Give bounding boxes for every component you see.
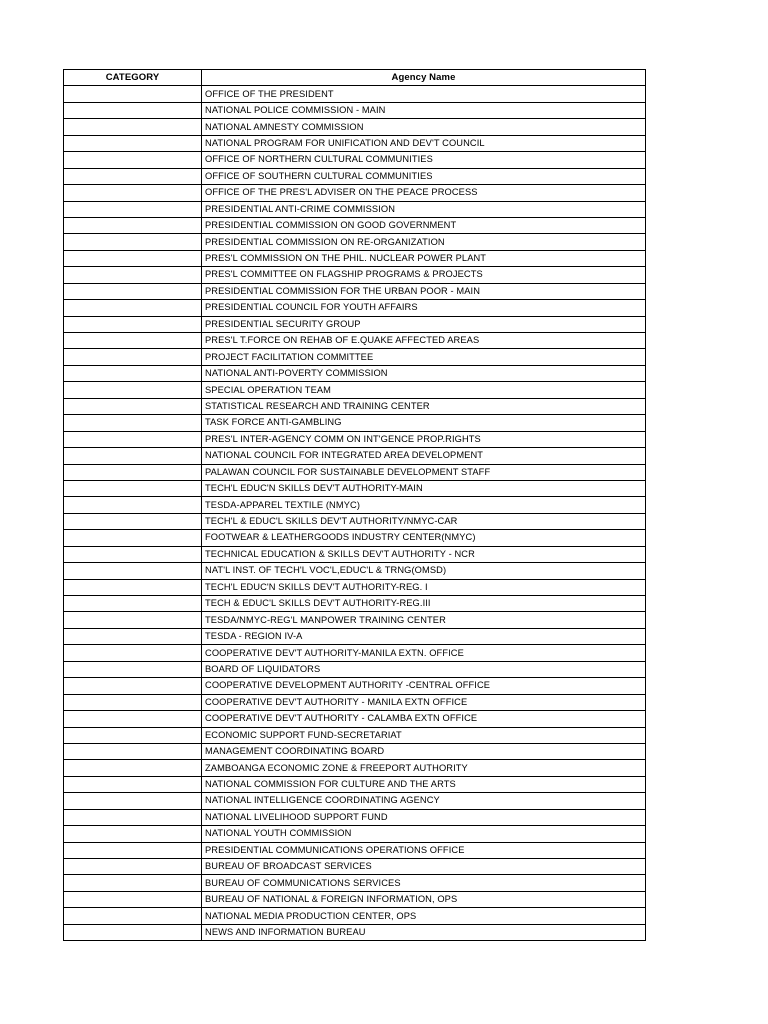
category-cell	[64, 316, 202, 332]
table-row	[64, 119, 646, 135]
category-cell	[64, 776, 202, 792]
agency-name-cell: TECH & EDUC'L SKILLS DEV'T AUTHORITY-REG.III	[202, 596, 646, 612]
table-row	[64, 793, 646, 809]
agency-name-cell: PRESIDENTIAL COMMUNICATIONS OPERATIONS OFFICE	[202, 842, 646, 858]
table-row	[64, 316, 646, 332]
agency-name-cell: SPECIAL OPERATION TEAM	[202, 382, 646, 398]
table-row	[64, 875, 646, 891]
category-column-header: CATEGORY	[64, 70, 202, 86]
category-cell	[64, 563, 202, 579]
category-cell	[64, 448, 202, 464]
category-cell	[64, 859, 202, 875]
table-row	[64, 382, 646, 398]
table-row	[64, 333, 646, 349]
table-row	[64, 497, 646, 513]
agency-name-cell: BUREAU OF NATIONAL & FOREIGN INFORMATION, OPS	[202, 891, 646, 907]
category-cell	[64, 612, 202, 628]
agency-name-cell: PRES'L INTER-AGENCY COMM ON INT'GENCE PROP.RIGHTS	[202, 431, 646, 447]
category-cell	[64, 727, 202, 743]
category-cell	[64, 168, 202, 184]
agency-table-container	[63, 69, 645, 941]
category-cell	[64, 760, 202, 776]
table-row	[64, 480, 646, 496]
agency-name-cell: COOPERATIVE DEVELOPMENT AUTHORITY -CENTRAL OFFICE	[202, 678, 646, 694]
agency-name-cell: PROJECT FACILITATION COMMITTEE	[202, 349, 646, 365]
category-cell	[64, 579, 202, 595]
agency-name-cell: BOARD OF LIQUIDATORS	[202, 661, 646, 677]
table-row	[64, 185, 646, 201]
agency-name-cell: NAT'L INST. OF TECH'L VOC'L,EDUC'L & TRNG(OMSD)	[202, 563, 646, 579]
agency-name-cell: PRES'L T.FORCE ON REHAB OF E.QUAKE AFFECTED AREAS	[202, 333, 646, 349]
category-cell	[64, 431, 202, 447]
category-cell	[64, 908, 202, 924]
agency-name-cell: COOPERATIVE DEV'T AUTHORITY - CALAMBA EXTN OFFICE	[202, 711, 646, 727]
agency-name-cell: TECH'L EDUC'N SKILLS DEV'T AUTHORITY-MAIN	[202, 480, 646, 496]
category-cell	[64, 415, 202, 431]
category-cell	[64, 267, 202, 283]
table-row	[64, 859, 646, 875]
table-row	[64, 563, 646, 579]
category-cell	[64, 86, 202, 102]
category-cell	[64, 711, 202, 727]
table-row	[64, 448, 646, 464]
category-cell	[64, 924, 202, 940]
table-row	[64, 908, 646, 924]
category-cell	[64, 793, 202, 809]
table-row	[64, 826, 646, 842]
agency-name-cell: ECONOMIC SUPPORT FUND-SECRETARIAT	[202, 727, 646, 743]
agency-name-cell: NATIONAL MEDIA PRODUCTION CENTER, OPS	[202, 908, 646, 924]
agency-name-cell: NATIONAL LIVELIHOOD SUPPORT FUND	[202, 809, 646, 825]
table-row	[64, 711, 646, 727]
category-cell	[64, 497, 202, 513]
table-row	[64, 760, 646, 776]
agency-name-cell: OFFICE OF THE PRESIDENT	[202, 86, 646, 102]
category-cell	[64, 234, 202, 250]
agency-name-cell: MANAGEMENT COORDINATING BOARD	[202, 743, 646, 759]
table-row	[64, 102, 646, 118]
table-row	[64, 727, 646, 743]
agency-name-cell: TASK FORCE ANTI-GAMBLING	[202, 415, 646, 431]
table-row	[64, 513, 646, 529]
category-cell	[64, 513, 202, 529]
agency-name-cell: FOOTWEAR & LEATHERGOODS INDUSTRY CENTER(NMYC)	[202, 530, 646, 546]
category-cell	[64, 826, 202, 842]
table-row	[64, 135, 646, 151]
agency-name-column-header: Agency Name	[202, 70, 646, 86]
agency-name-cell: NATIONAL ANTI-POVERTY COMMISSION	[202, 365, 646, 381]
agency-name-cell: NATIONAL AMNESTY COMMISSION	[202, 119, 646, 135]
agency-name-cell: PRESIDENTIAL SECURITY GROUP	[202, 316, 646, 332]
category-cell	[64, 809, 202, 825]
category-cell	[64, 842, 202, 858]
table-header-row	[64, 70, 646, 86]
category-cell	[64, 185, 202, 201]
agency-name-cell: NATIONAL COMMISSION FOR CULTURE AND THE ARTS	[202, 776, 646, 792]
category-cell	[64, 365, 202, 381]
agency-name-cell: OFFICE OF NORTHERN CULTURAL COMMUNITIES	[202, 152, 646, 168]
agency-name-cell: ZAMBOANGA ECONOMIC ZONE & FREEPORT AUTHORITY	[202, 760, 646, 776]
agency-name-cell: PRES'L COMMITTEE ON FLAGSHIP PROGRAMS & PROJECTS	[202, 267, 646, 283]
agency-name-cell: NEWS AND INFORMATION BUREAU	[202, 924, 646, 940]
agency-name-cell: PRESIDENTIAL COMMISSION FOR THE URBAN POOR - MAIN	[202, 283, 646, 299]
category-cell	[64, 596, 202, 612]
category-cell	[64, 382, 202, 398]
table-row	[64, 628, 646, 644]
agency-name-cell: PRESIDENTIAL ANTI-CRIME COMMISSION	[202, 201, 646, 217]
table-row	[64, 349, 646, 365]
agency-table	[63, 69, 646, 941]
category-cell	[64, 480, 202, 496]
agency-name-cell: PALAWAN COUNCIL FOR SUSTAINABLE DEVELOPMENT STAFF	[202, 464, 646, 480]
agency-name-cell: PRES'L COMMISSION ON THE PHIL. NUCLEAR POWER PLANT	[202, 250, 646, 266]
table-row	[64, 612, 646, 628]
table-row	[64, 579, 646, 595]
category-cell	[64, 398, 202, 414]
table-row	[64, 776, 646, 792]
category-cell	[64, 119, 202, 135]
table-row	[64, 661, 646, 677]
category-cell	[64, 250, 202, 266]
table-row	[64, 645, 646, 661]
table-row	[64, 86, 646, 102]
category-cell	[64, 628, 202, 644]
category-cell	[64, 743, 202, 759]
category-cell	[64, 300, 202, 316]
table-row	[64, 694, 646, 710]
category-cell	[64, 645, 202, 661]
category-cell	[64, 891, 202, 907]
category-cell	[64, 333, 202, 349]
agency-name-cell: NATIONAL INTELLIGENCE COORDINATING AGENCY	[202, 793, 646, 809]
table-row	[64, 201, 646, 217]
category-cell	[64, 135, 202, 151]
table-row	[64, 678, 646, 694]
category-cell	[64, 678, 202, 694]
table-row	[64, 891, 646, 907]
table-row	[64, 530, 646, 546]
table-row	[64, 152, 646, 168]
category-cell	[64, 217, 202, 233]
table-row	[64, 743, 646, 759]
agency-name-cell: NATIONAL YOUTH COMMISSION	[202, 826, 646, 842]
category-cell	[64, 283, 202, 299]
agency-name-cell: NATIONAL COUNCIL FOR INTEGRATED AREA DEVELOPMENT	[202, 448, 646, 464]
table-row	[64, 398, 646, 414]
table-row	[64, 924, 646, 940]
table-row	[64, 250, 646, 266]
table-row	[64, 168, 646, 184]
category-cell	[64, 661, 202, 677]
table-row	[64, 365, 646, 381]
table-row	[64, 431, 646, 447]
agency-name-cell: PRESIDENTIAL COMMISSION ON RE-ORGANIZATION	[202, 234, 646, 250]
agency-name-cell: PRESIDENTIAL COUNCIL FOR YOUTH AFFAIRS	[202, 300, 646, 316]
agency-name-cell: PRESIDENTIAL COMMISSION ON GOOD GOVERNMENT	[202, 217, 646, 233]
table-row	[64, 234, 646, 250]
agency-name-cell: TESDA-APPAREL TEXTILE (NMYC)	[202, 497, 646, 513]
agency-name-cell: TESDA/NMYC-REG'L MANPOWER TRAINING CENTER	[202, 612, 646, 628]
category-cell	[64, 349, 202, 365]
category-cell	[64, 152, 202, 168]
agency-name-cell: TESDA - REGION IV-A	[202, 628, 646, 644]
agency-name-cell: BUREAU OF BROADCAST SERVICES	[202, 859, 646, 875]
table-row	[64, 809, 646, 825]
agency-name-cell: NATIONAL POLICE COMMISSION - MAIN	[202, 102, 646, 118]
agency-name-cell: TECHNICAL EDUCATION & SKILLS DEV'T AUTHORITY - NCR	[202, 546, 646, 562]
agency-name-cell: COOPERATIVE DEV'T AUTHORITY - MANILA EXTN OFFICE	[202, 694, 646, 710]
agency-name-cell: STATISTICAL RESEARCH AND TRAINING CENTER	[202, 398, 646, 414]
agency-name-cell: COOPERATIVE DEV'T AUTHORITY-MANILA EXTN. OFFICE	[202, 645, 646, 661]
agency-name-cell: NATIONAL PROGRAM FOR UNIFICATION AND DEV'T COUNCIL	[202, 135, 646, 151]
category-cell	[64, 875, 202, 891]
category-cell	[64, 546, 202, 562]
table-row	[64, 415, 646, 431]
table-body	[64, 86, 646, 941]
agency-name-cell: BUREAU OF COMMUNICATIONS SERVICES	[202, 875, 646, 891]
agency-name-cell: OFFICE OF THE PRES'L ADVISER ON THE PEACE PROCESS	[202, 185, 646, 201]
table-row	[64, 300, 646, 316]
table-row	[64, 283, 646, 299]
category-cell	[64, 464, 202, 480]
agency-name-cell: OFFICE OF SOUTHERN CULTURAL COMMUNITIES	[202, 168, 646, 184]
table-row	[64, 267, 646, 283]
table-row	[64, 546, 646, 562]
category-cell	[64, 102, 202, 118]
table-row	[64, 464, 646, 480]
agency-name-cell: TECH'L EDUC'N SKILLS DEV'T AUTHORITY-REG. I	[202, 579, 646, 595]
agency-name-cell: TECH'L & EDUC'L SKILLS DEV'T AUTHORITY/NMYC-CAR	[202, 513, 646, 529]
category-cell	[64, 694, 202, 710]
table-row	[64, 217, 646, 233]
category-cell	[64, 530, 202, 546]
category-cell	[64, 201, 202, 217]
table-row	[64, 842, 646, 858]
table-row	[64, 596, 646, 612]
